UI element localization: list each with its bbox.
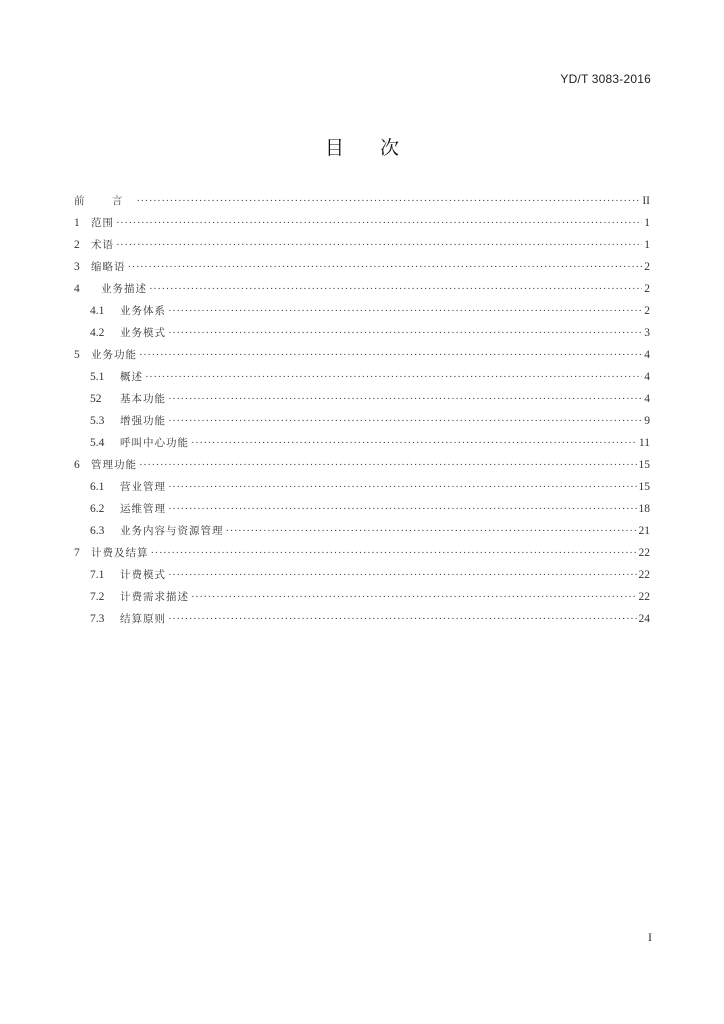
toc-entry-number: 6 <box>74 459 80 471</box>
toc-entry-number: 4.2 <box>90 327 105 339</box>
toc-entry-number: 7.1 <box>90 569 105 581</box>
toc-entry-page-number: 2 <box>644 283 650 295</box>
toc-entry-label: 计费需求描述 <box>120 591 189 603</box>
toc-dot-leader <box>145 371 642 383</box>
toc-dot-leader <box>168 327 642 339</box>
toc-entry-label: 业务模式 <box>120 327 166 339</box>
toc-entry[interactable] <box>74 391 650 413</box>
toc-entry[interactable] <box>74 501 650 523</box>
toc-entry-number: 7.3 <box>90 613 105 625</box>
toc-entry[interactable] <box>74 413 650 435</box>
toc-entry-label: 业务描述 <box>101 283 147 295</box>
toc-heading <box>0 133 724 160</box>
toc-entry-page-number: 2 <box>644 261 650 273</box>
document-standard-id: YD/T 3083-2016 <box>560 72 651 86</box>
toc-dot-leader <box>168 503 637 515</box>
toc-entry-page-number: 15 <box>638 459 650 471</box>
toc-entry-label: 结算原则 <box>120 613 166 625</box>
toc-entry[interactable] <box>74 259 650 281</box>
toc-dot-leader <box>168 393 642 405</box>
toc-entry[interactable] <box>74 325 650 347</box>
toc-dot-leader <box>168 613 637 625</box>
toc-entry-page-number: 24 <box>638 613 650 625</box>
toc-entry[interactable] <box>74 479 650 501</box>
toc-entry-page-number: 3 <box>644 327 650 339</box>
toc-entry-page-number: II <box>642 195 650 207</box>
toc-dot-leader <box>116 239 642 251</box>
toc-entry-label: 业务功能 <box>91 349 137 361</box>
toc-dot-leader <box>151 547 637 559</box>
toc-entry-number: 6.2 <box>90 503 105 515</box>
toc-entry-number: 5.3 <box>90 415 105 427</box>
table-of-contents <box>74 193 650 633</box>
toc-entry-label: 缩略语 <box>91 261 126 273</box>
toc-entry-number: 5 <box>74 349 80 361</box>
toc-entry-number: 7.2 <box>90 591 105 603</box>
toc-entry[interactable] <box>74 589 650 611</box>
toc-entry-number: 1 <box>74 217 80 229</box>
toc-entry-page-number: 1 <box>644 217 650 229</box>
toc-entry-number: 5.1 <box>90 371 105 383</box>
toc-entry-page-number: 4 <box>644 393 650 405</box>
toc-entry-number: 52 <box>90 393 102 405</box>
toc-entry[interactable] <box>74 435 650 457</box>
toc-entry-number: 6.1 <box>90 481 105 493</box>
toc-dot-leader <box>168 305 642 317</box>
toc-entry-label: 前 言 <box>74 195 135 207</box>
toc-entry-number: 3 <box>74 261 80 273</box>
toc-entry[interactable] <box>74 369 650 391</box>
toc-entry-label: 管理功能 <box>91 459 137 471</box>
toc-dot-leader <box>149 283 642 295</box>
toc-entry-page-number: 4 <box>644 349 650 361</box>
toc-entry-page-number: 9 <box>644 415 650 427</box>
toc-entry-label: 范围 <box>91 217 114 229</box>
toc-entry[interactable] <box>74 611 650 633</box>
toc-entry-number: 7 <box>74 547 80 559</box>
toc-entry-page-number: 18 <box>638 503 650 515</box>
toc-dot-leader <box>139 349 642 361</box>
toc-entry-label: 基本功能 <box>120 393 166 405</box>
toc-entry[interactable] <box>74 457 650 479</box>
toc-dot-leader <box>168 481 637 493</box>
toc-dot-leader <box>128 261 643 273</box>
toc-entry-number: 4 <box>74 283 80 295</box>
toc-entry[interactable] <box>74 193 650 215</box>
toc-dot-leader <box>168 415 642 427</box>
toc-entry-page-number: 22 <box>638 569 650 581</box>
toc-entry[interactable] <box>74 567 650 589</box>
toc-entry[interactable] <box>74 347 650 369</box>
toc-heading-part1: 目 <box>324 137 344 159</box>
toc-entry-number: 2 <box>74 239 80 251</box>
toc-entry[interactable] <box>74 215 650 237</box>
toc-dot-leader <box>136 195 640 207</box>
toc-entry-number: 5.4 <box>90 437 105 449</box>
toc-entry-label: 营业管理 <box>120 481 166 493</box>
toc-entry[interactable] <box>74 545 650 567</box>
toc-entry[interactable] <box>74 303 650 325</box>
toc-dot-leader <box>226 525 637 537</box>
toc-entry-page-number: 15 <box>638 481 650 493</box>
toc-dot-leader <box>168 569 637 581</box>
toc-entry-label: 业务体系 <box>120 305 166 317</box>
toc-dot-leader <box>191 437 637 449</box>
toc-entry[interactable] <box>74 237 650 259</box>
toc-entry-label: 呼叫中心功能 <box>120 437 189 449</box>
toc-entry-page-number: 22 <box>638 591 650 603</box>
toc-entry-label: 业务内容与资源管理 <box>120 525 224 537</box>
toc-entry-label: 计费模式 <box>120 569 166 581</box>
toc-entry-label: 术语 <box>91 239 114 251</box>
toc-entry-label: 增强功能 <box>120 415 166 427</box>
toc-entry[interactable] <box>74 281 650 303</box>
toc-entry-page-number: 21 <box>638 525 650 537</box>
toc-entry-page-number: 11 <box>638 437 650 449</box>
toc-heading-part2: 次 <box>380 137 400 159</box>
toc-entry-label: 计费及结算 <box>91 547 149 559</box>
toc-entry-number: 4.1 <box>90 305 105 317</box>
toc-entry-label: 运维管理 <box>120 503 166 515</box>
footer-page-number: I <box>648 930 652 944</box>
toc-dot-leader <box>191 591 637 603</box>
toc-entry-page-number: 1 <box>644 239 650 251</box>
toc-dot-leader <box>139 459 637 471</box>
toc-entry-page-number: 4 <box>644 371 650 383</box>
toc-entry-page-number: 22 <box>638 547 650 559</box>
toc-entry[interactable] <box>74 523 650 545</box>
toc-dot-leader <box>116 217 642 229</box>
toc-entry-number: 6.3 <box>90 525 105 537</box>
toc-entry-label: 概述 <box>120 371 143 383</box>
toc-entry-page-number: 2 <box>644 305 650 317</box>
